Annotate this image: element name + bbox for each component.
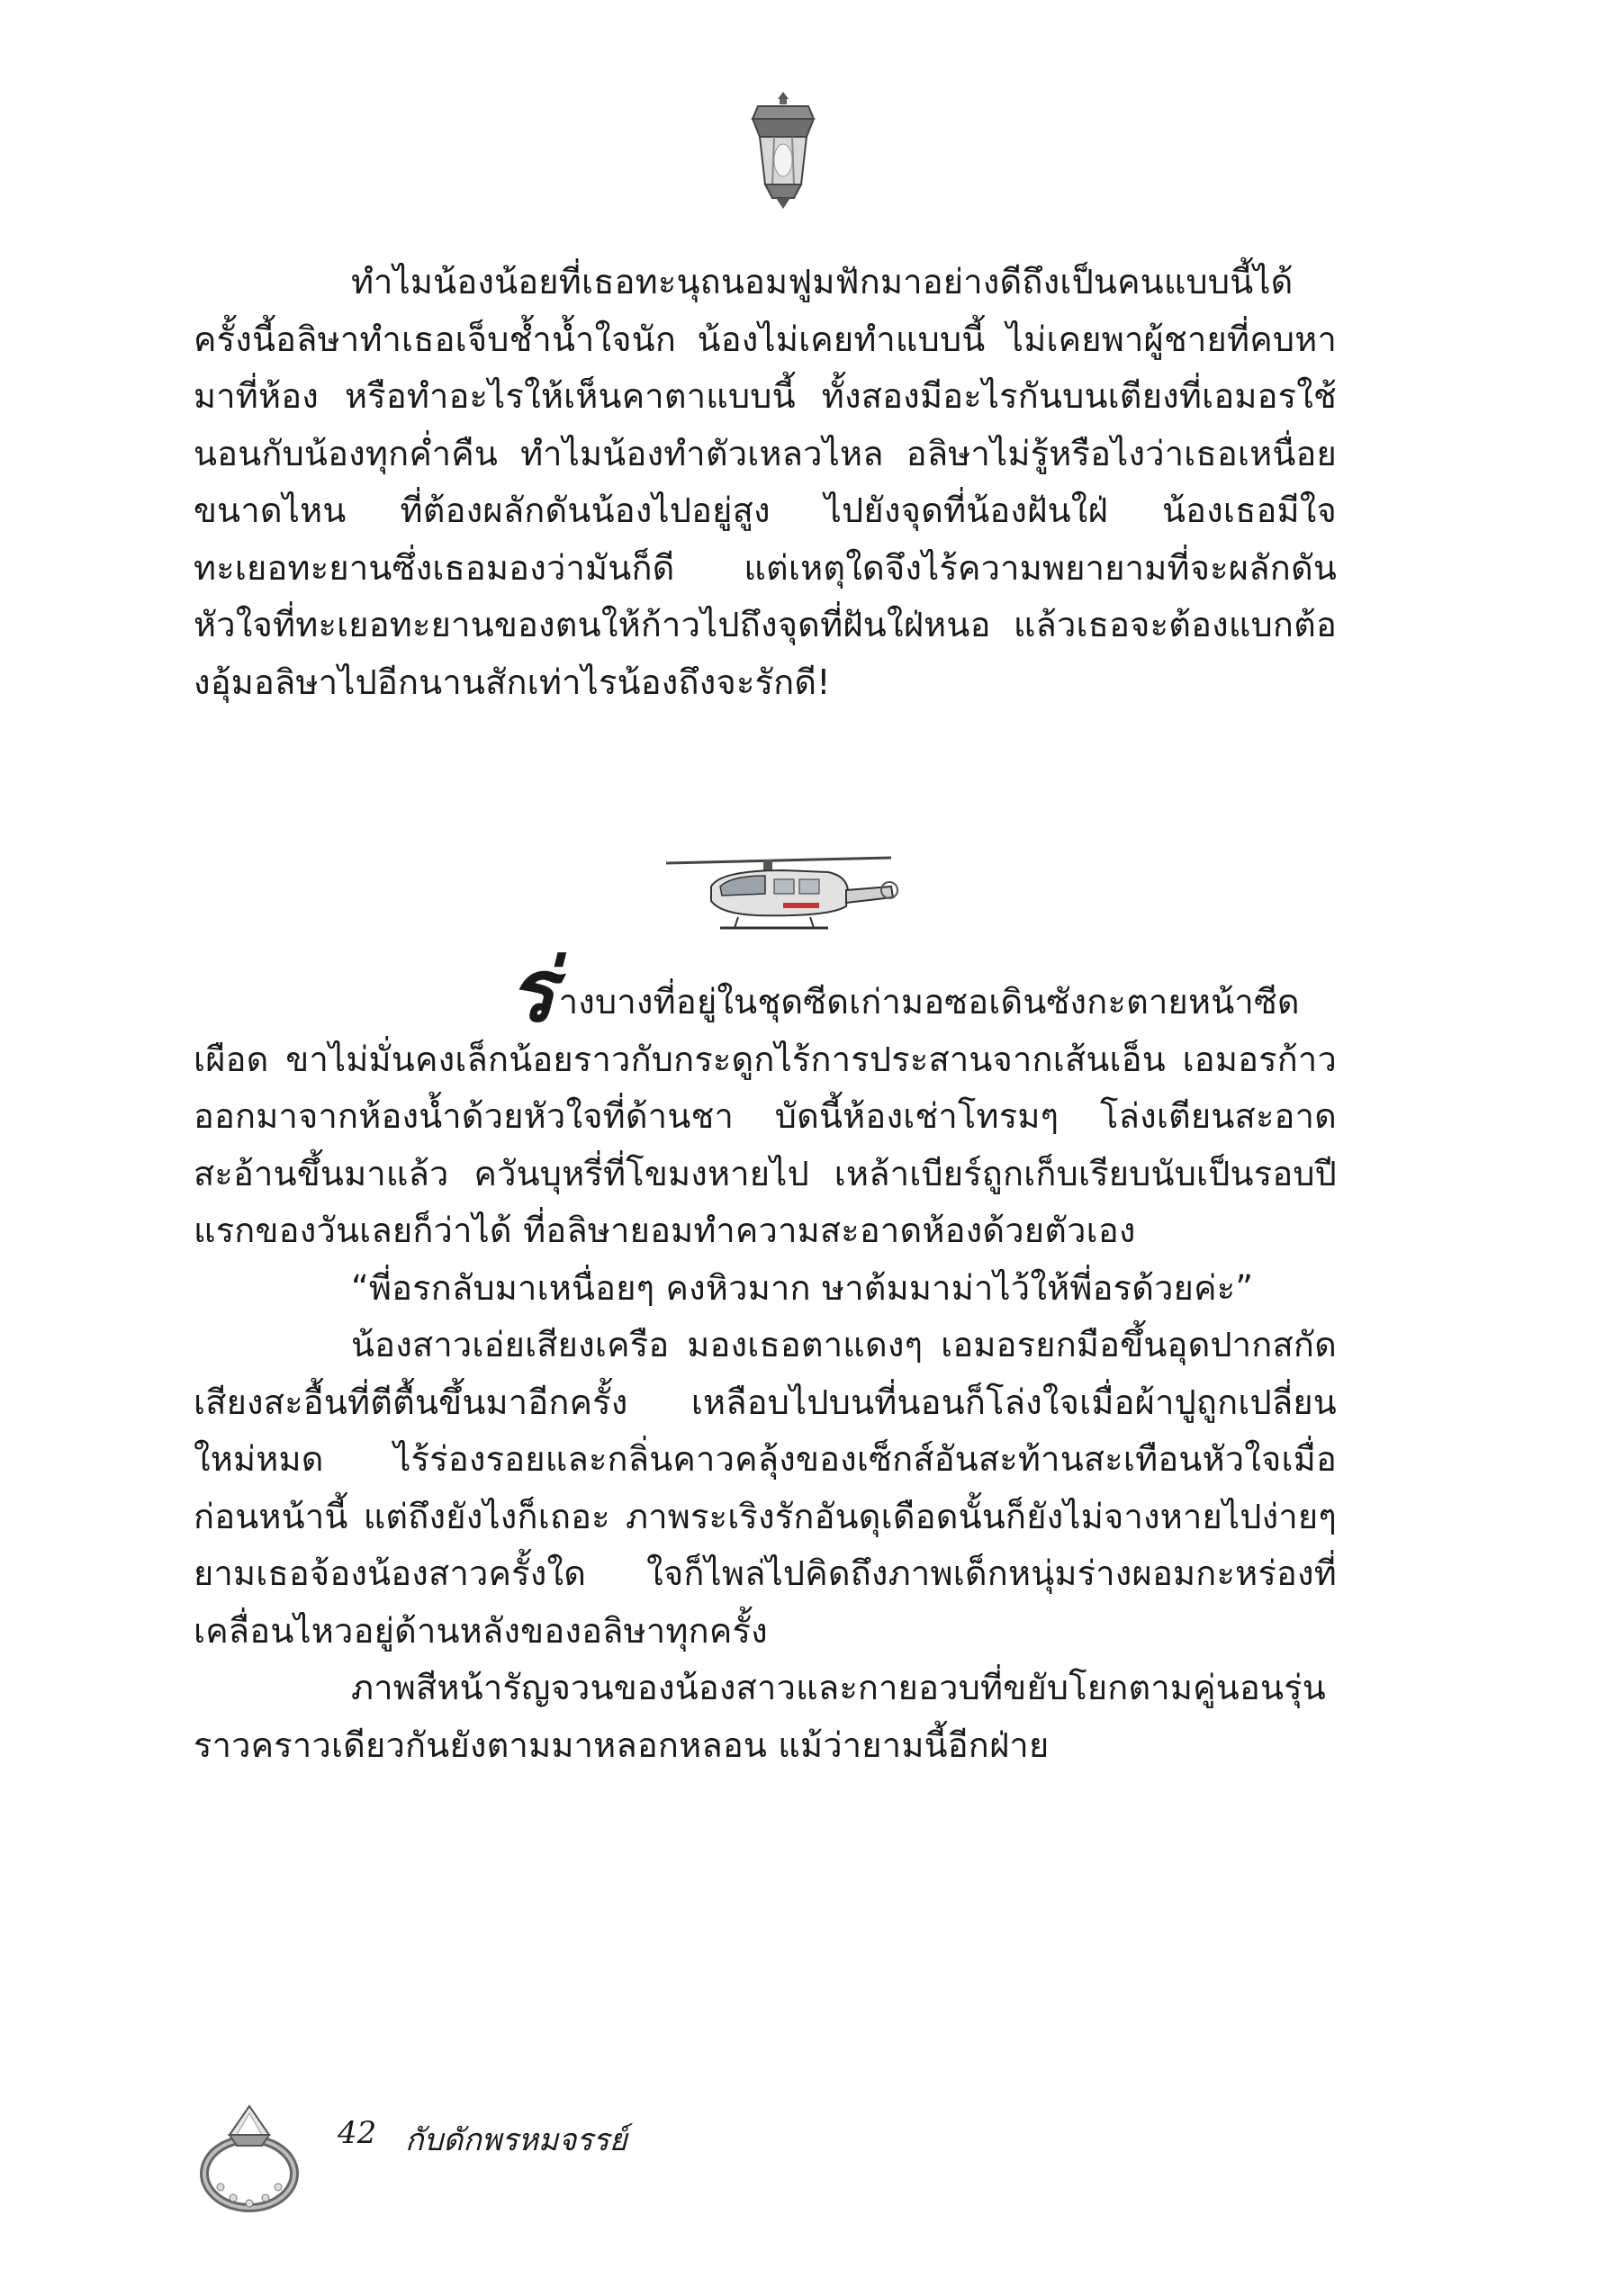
diamond-ring-icon [194, 2088, 315, 2214]
book-title: กับดักพรหมจรรย์ [405, 2122, 627, 2158]
paragraph: ทำไมน้องน้อยที่เธอทะนุถนอมฟูมฟักมาอย่างดีถึงเป็นคนแบบนี้ได้ ครั้งนี้อลิษาทำเธอเจ็บช้ำน้ำใจนัก น้องไม่เคยทำแบบนี้ ไม่เคยพาผู้ชายที่คบหามาที่ห้อง หรือทำอะไรให้เห็นคาตาแบบนี้ ทั้งสองมีอะไรกันบนเตียงที่เอมอรใช้นอนกับน้องทุกค่ำคืน ทำไมน้องทำตัวเหลวไหล อลิษาไม่รู้หรือไงว่าเธอเหนื่อยขนาดไหน ที่ต้องผลักดันน้องไปอยู่สูง ไปยังจุดที่น้องฝันใฝ่ น้องเธอมีใจทะเยอทะยานซึ่งเธอมองว่ามันก็ดี แต่เหตุใดจึงไร้ความพยายามที่จะผลักดันหัวใจที่ทะเยอทะยานของตนให้ก้าวไปถึงจุดที่ฝันใฝ่หนอ แล้วเธอจะต้องแบกต้องอุ้มอลิษาไปอีกนานสักเท่าไรน้องถึงจะรักดี! [194, 262, 1337, 702]
text-section-2 [194, 941, 1337, 1774]
page-number: 42 [338, 2115, 377, 2151]
dialogue-paragraph: “พี่อรกลับมาเหนื่อยๆ คงหิวมาก ษาต้มมาม่าไว้ให้พี่อรด้วยค่ะ” [351, 1267, 1254, 1308]
text-section-1 [194, 254, 1337, 711]
paragraph: น้องสาวเอ่ยเสียงเครือ มองเธอตาแดงๆ เอมอรยกมือขึ้นอุดปากสกัดเสียงสะอื้นที่ตีตื้นขึ้นมาอีกครั้ง เหลือบไปบนที่นอนก็โล่งใจเมื่อผ้าปูถูกเปลี่ยนใหม่หมด ไร้ร่องรอยและกลิ่นคาวคลุ้งของเซ็กส์อันสะท้านสะเทือนหัวใจเมื่อก่อนหน้านี้ แต่ถึงยังไงก็เถอะ ภาพระเริงรักอันดุเดือดนั้นก็ยังไม่จางหายไปง่ายๆ ยามเธอจ้องน้องสาวครั้งใด ใจก็ไพล่ไปคิดถึงภาพเด็กหนุ่มร่างผอมกะหร่องที่เคลื่อนไหวอยู่ด้านหลังของอลิษาทุกครั้ง [194, 1325, 1337, 1651]
lantern-icon [738, 90, 828, 212]
paragraph: ภาพสีหน้ารัญจวนของน้องสาวและกายอวบที่ขยับโยกตามคู่นอนรุ่นราวคราวเดียวกันยังตามมาหลอกหลอน แม้ว่ายามนี้อีกฝ่าย [194, 1668, 1326, 1765]
page-footer [194, 2088, 1337, 2214]
helicopter-icon [648, 851, 909, 941]
paragraph-with-dropcap [194, 941, 1337, 1260]
paragraph-text: างบางที่อยู่ในชุดซีดเก่ามอซอเดินซังกะตายหน้าซีดเผือด ขาไม่มั่นคงเล็กน้อยราวกับกระดูกไร้การประสานจากเส้นเอ็น เอมอรก้าวออกมาจากห้องน้ำด้วยหัวใจที่ด้านชา บัดนี้ห้องเช่าโทรมๆ โล่งเตียนสะอาดสะอ้านขึ้นมาแล้ว ควันบุหรี่ที่โขมงหายไป เหล้าเบียร์ถูกเก็บเรียบนับเป็นรอบปีแรกของวันเลยก็ว่าได้ ที่อลิษายอมทำความสะอาดห้องด้วยตัวเอง [194, 982, 1337, 1250]
drop-cap: ร่ [509, 941, 555, 1041]
